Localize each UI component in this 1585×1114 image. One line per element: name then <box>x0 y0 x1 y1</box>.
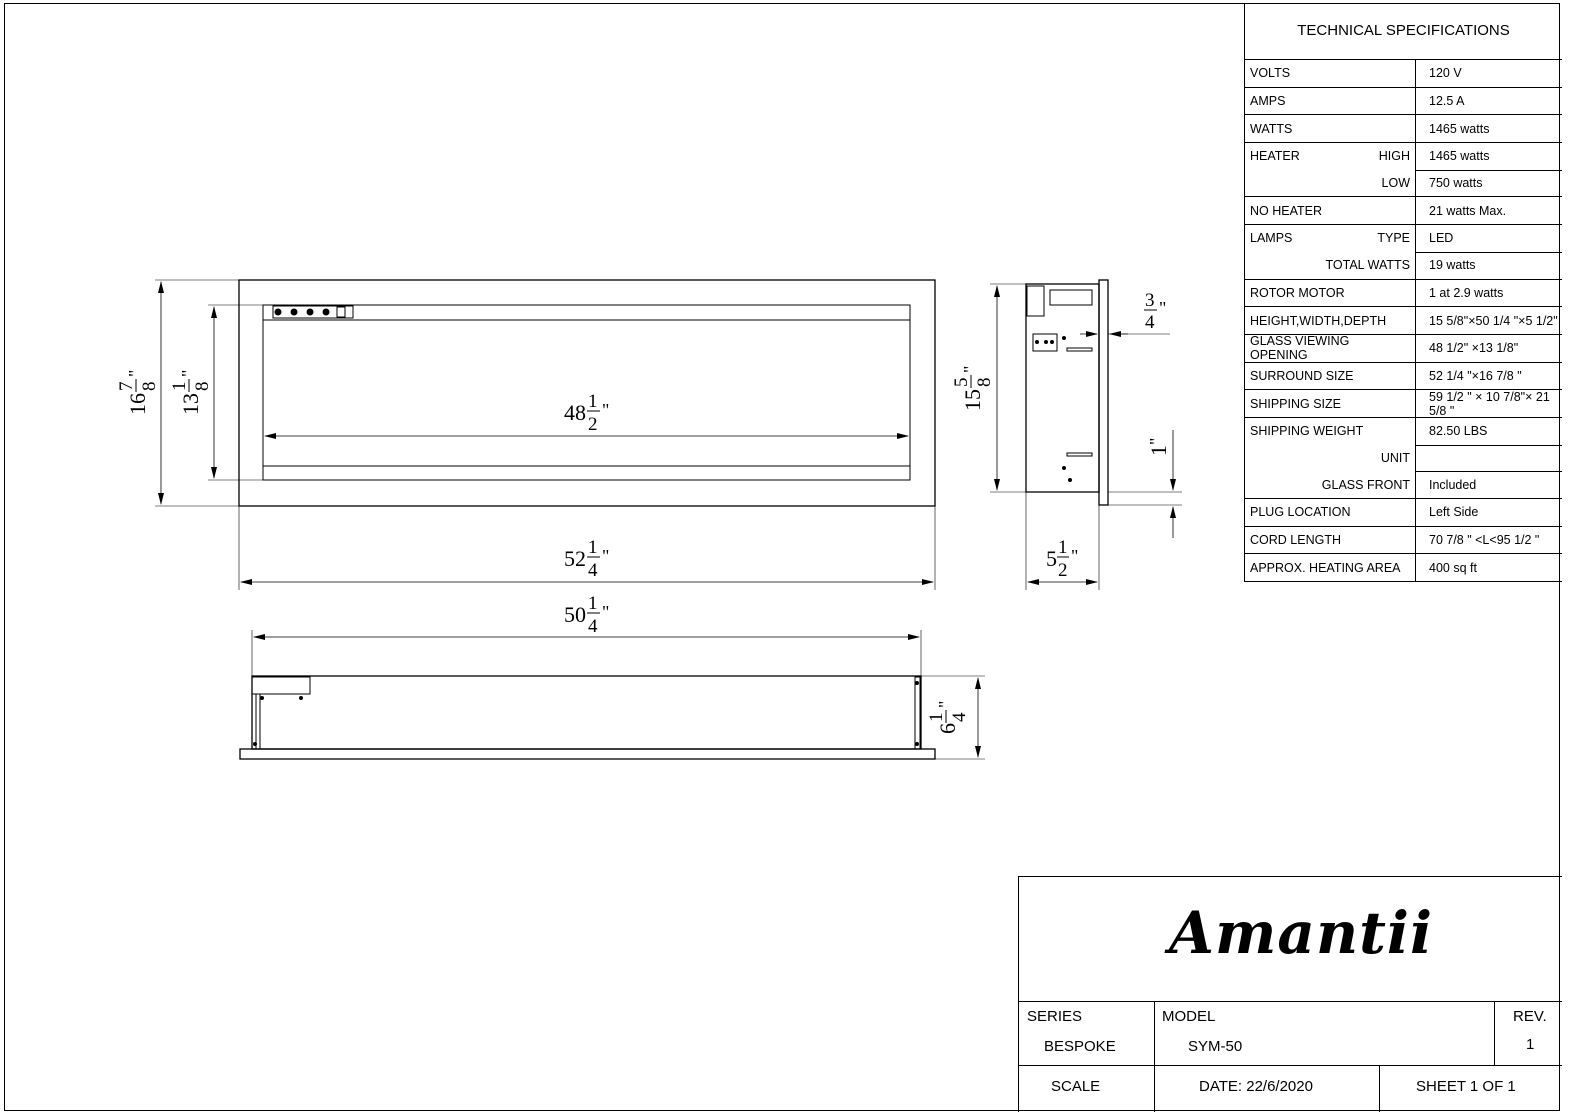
svg-text:5: 5 <box>1046 546 1057 571</box>
spec-value: 82.50 LBS <box>1416 418 1562 446</box>
spec-key-secondary: UNIT <box>1380 450 1410 465</box>
brand-logo <box>1019 877 1562 1002</box>
spec-row <box>1245 499 1562 527</box>
svg-text:4: 4 <box>949 712 970 722</box>
svg-text:": " <box>602 400 610 420</box>
spec-value: Included <box>1429 477 1477 492</box>
series-cell <box>1019 1002 1155 1065</box>
spec-key-primary: LAMPS <box>1250 231 1293 246</box>
spec-key <box>1245 554 1416 581</box>
spec-row <box>1245 60 1562 88</box>
technical-specifications-table <box>1244 3 1562 582</box>
spec-value: Left Side <box>1429 505 1479 520</box>
svg-text:": " <box>602 602 610 622</box>
svg-text:1: 1 <box>1146 445 1171 456</box>
title-block <box>1018 876 1562 1112</box>
svg-text:48: 48 <box>564 400 586 425</box>
spec-key-primary: PLUG LOCATION <box>1250 505 1351 520</box>
svg-text:7: 7 <box>116 381 137 391</box>
spec-value: 1 at 2.9 watts <box>1429 285 1504 300</box>
spec-key <box>1245 335 1416 362</box>
spec-key <box>1245 197 1416 224</box>
model-label: MODEL <box>1162 1008 1216 1025</box>
spec-row <box>1245 88 1562 116</box>
svg-text:": " <box>1146 437 1166 445</box>
spec-row <box>1245 445 1562 472</box>
svg-text:4: 4 <box>588 616 598 637</box>
spec-key-primary: HEATER <box>1250 149 1300 164</box>
spec-key-secondary: TOTAL WATTS <box>1325 258 1410 273</box>
spec-key <box>1245 252 1416 279</box>
sheet-cell <box>1380 1066 1562 1112</box>
spec-key-secondary: HIGH <box>1378 149 1410 164</box>
svg-text:1: 1 <box>169 381 190 391</box>
svg-text:4: 4 <box>1145 312 1155 333</box>
svg-text:1: 1 <box>1058 537 1068 558</box>
spec-row <box>1245 471 1562 499</box>
dim-front-height <box>116 370 160 415</box>
spec-value: 400 sq ft <box>1429 560 1477 575</box>
spec-key <box>1245 60 1416 87</box>
scale-cell <box>1019 1066 1155 1112</box>
dim-flange-depth <box>1144 290 1166 333</box>
spec-key <box>1245 143 1416 170</box>
svg-text:2: 2 <box>1058 560 1068 581</box>
spec-key-primary: VOLTS <box>1250 66 1291 81</box>
spec-row <box>1245 363 1562 391</box>
spec-value: 1465 watts <box>1429 121 1490 136</box>
spec-row <box>1245 143 1562 170</box>
spec-value: 48 1/2" ×13 1/8" <box>1429 341 1519 356</box>
svg-text:5: 5 <box>951 377 972 387</box>
dim-side-height <box>951 366 995 411</box>
spec-key <box>1245 527 1416 554</box>
spec-key-primary: SURROUND SIZE <box>1250 368 1354 383</box>
dim-top-width <box>564 593 609 637</box>
spec-row <box>1245 335 1562 363</box>
model-value: SYM-50 <box>1188 1038 1243 1055</box>
spec-key-secondary: LOW <box>1381 176 1410 191</box>
spec-key-primary: GLASS VIEWING OPENING <box>1250 334 1350 363</box>
svg-text:50: 50 <box>564 602 586 627</box>
series-label: SERIES <box>1027 1008 1083 1025</box>
spec-row <box>1245 527 1562 555</box>
svg-text:6: 6 <box>935 723 960 734</box>
svg-text:52: 52 <box>564 546 586 571</box>
svg-text:": " <box>935 700 955 708</box>
spec-row <box>1245 390 1562 418</box>
svg-text:1: 1 <box>588 593 598 614</box>
svg-text:3: 3 <box>1145 290 1155 311</box>
spec-key <box>1245 471 1416 498</box>
spec-key-primary: WATTS <box>1250 121 1293 136</box>
spec-value: 12.5 A <box>1429 94 1465 109</box>
spec-key-primary: SHIPPING WEIGHT <box>1250 424 1364 439</box>
logo-text: Amantii <box>1169 899 1433 967</box>
dim-overall-width <box>564 537 609 581</box>
spec-row <box>1245 554 1562 582</box>
spec-value: 21 watts Max. <box>1429 203 1507 218</box>
spec-key <box>1245 115 1416 142</box>
spec-key <box>1245 170 1416 197</box>
spec-row <box>1245 197 1562 225</box>
model-cell <box>1155 1002 1495 1065</box>
spec-row <box>1245 252 1562 280</box>
svg-text:8: 8 <box>192 381 213 391</box>
spec-key-primary: AMPS <box>1250 94 1286 109</box>
rev-label: REV. <box>1513 1008 1547 1025</box>
rev-cell <box>1495 1002 1562 1065</box>
spec-row <box>1245 115 1562 143</box>
svg-text:8: 8 <box>974 377 995 387</box>
spec-row <box>1245 225 1562 252</box>
spec-key-primary: SHIPPING SIZE <box>1250 396 1341 411</box>
svg-text:": " <box>1071 546 1079 566</box>
svg-text:4: 4 <box>588 560 598 581</box>
svg-text:1: 1 <box>588 391 598 412</box>
scale-label: SCALE <box>1051 1078 1101 1095</box>
dim-side-depth <box>1046 537 1078 581</box>
series-value: BESPOKE <box>1044 1038 1116 1055</box>
spec-key <box>1245 418 1416 445</box>
svg-text:8: 8 <box>139 381 160 391</box>
spec-value: 1465 watts <box>1416 143 1562 171</box>
spec-value: 750 watts <box>1429 176 1483 191</box>
svg-text:13: 13 <box>178 393 203 415</box>
spec-value: 59 1/2 " × 10 7/8"× 21 5/8 " <box>1429 389 1550 418</box>
spec-row <box>1245 170 1562 198</box>
rev-value: 1 <box>1526 1036 1535 1053</box>
svg-text:1: 1 <box>926 712 947 722</box>
spec-value: 70 7/8 " <L<95 1/2 " <box>1429 533 1540 548</box>
spec-key-secondary: TYPE <box>1377 231 1410 246</box>
dim-bottom-offset <box>1146 438 1171 456</box>
spec-key-primary: ROTOR MOTOR <box>1250 285 1345 300</box>
spec-key-secondary: GLASS FRONT <box>1321 477 1410 492</box>
spec-key <box>1245 88 1416 115</box>
dim-top-depth <box>926 701 970 734</box>
dim-viewing-width <box>564 391 609 435</box>
spec-value <box>1416 445 1562 473</box>
spec-key <box>1245 280 1416 307</box>
spec-key <box>1245 445 1416 472</box>
svg-text:16: 16 <box>125 393 150 415</box>
date-cell <box>1155 1066 1380 1112</box>
svg-text:": " <box>602 546 610 566</box>
spec-value: 15 5/8"×50 1/4 "×5 1/2" <box>1429 313 1558 328</box>
spec-key <box>1245 390 1416 417</box>
front-view <box>155 280 935 590</box>
spec-key-primary: NO HEATER <box>1250 203 1322 218</box>
spec-title: TECHNICAL SPECIFICATIONS <box>1245 3 1562 60</box>
spec-key-primary: APPROX. HEATING AREA <box>1250 560 1401 575</box>
spec-value: 19 watts <box>1429 258 1476 273</box>
spec-key-primary: HEIGHT,WIDTH,DEPTH <box>1250 313 1387 328</box>
svg-text:": " <box>960 365 980 373</box>
spec-row <box>1245 280 1562 308</box>
spec-key <box>1245 499 1416 526</box>
date-text: DATE: 22/6/2020 <box>1199 1078 1313 1095</box>
spec-key <box>1245 225 1416 252</box>
svg-text:1: 1 <box>588 537 598 558</box>
top-view <box>240 630 985 759</box>
spec-row <box>1245 418 1562 445</box>
svg-text:": " <box>178 369 198 377</box>
spec-key <box>1245 307 1416 334</box>
spec-key-primary: CORD LENGTH <box>1250 533 1341 548</box>
svg-text:2: 2 <box>588 414 598 435</box>
spec-key <box>1245 363 1416 390</box>
svg-text:": " <box>1159 298 1167 318</box>
spec-row <box>1245 307 1562 335</box>
svg-text:": " <box>125 369 145 377</box>
spec-value: LED <box>1416 225 1562 253</box>
spec-value: 120 V <box>1429 66 1462 81</box>
spec-rows <box>1245 60 1562 582</box>
sheet-text: SHEET 1 OF 1 <box>1416 1078 1516 1095</box>
svg-text:15: 15 <box>960 389 985 411</box>
spec-value: 52 1/4 "×16 7/8 " <box>1429 368 1522 383</box>
dim-front-inner-height <box>169 370 213 415</box>
